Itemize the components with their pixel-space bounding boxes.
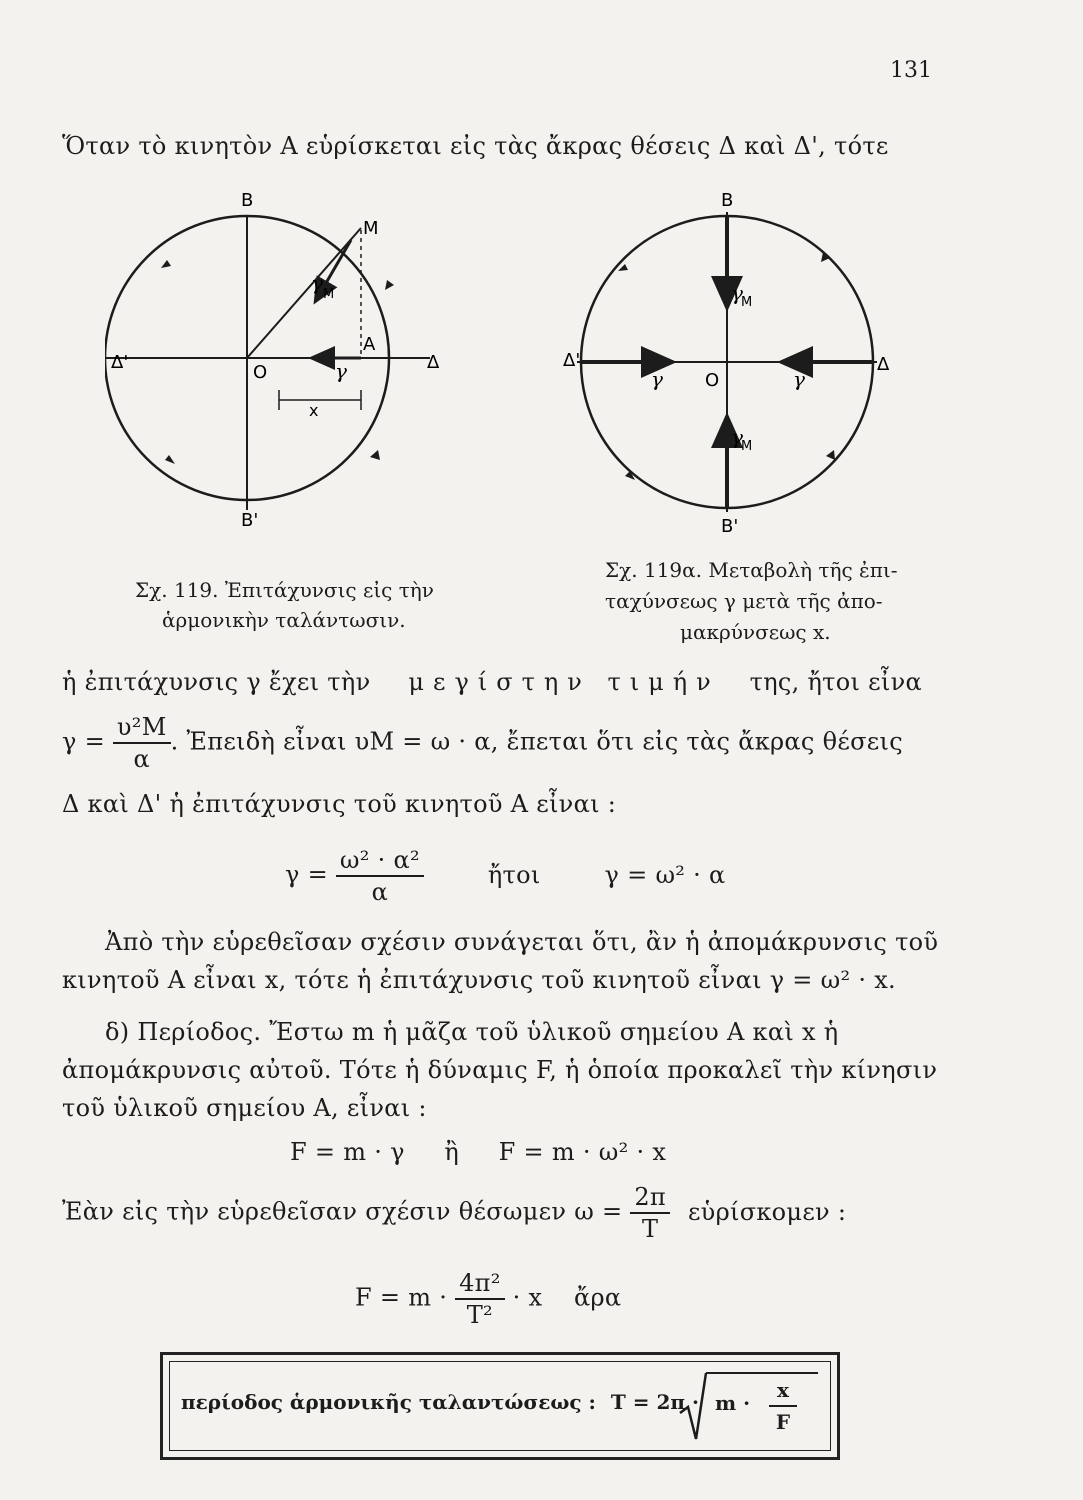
caption-119-line2: ἁρμονικὴν ταλάντωσιν. (162, 608, 406, 632)
label-gamma-right: γ (793, 367, 805, 391)
label-d-a: Δ (877, 354, 890, 375)
page-number: 131 (890, 58, 932, 83)
text-line-2b: μεγίστην τιμήν (408, 668, 720, 696)
box-fraction (769, 1375, 797, 1437)
box-den: F (775, 1410, 791, 1434)
svg-text:M: M (741, 295, 753, 310)
label-x: x (309, 401, 319, 420)
caption-119a-line2: ταχύνσεως γ μετὰ τῆς ἀπο- (605, 589, 883, 613)
line10-fraction (630, 1182, 670, 1244)
equation-1 (285, 845, 726, 907)
label-d-prime-a: Δ' (563, 350, 581, 371)
box-t: T = 2π · (610, 1390, 699, 1414)
label-o: O (253, 362, 268, 383)
eq3-fraction (455, 1268, 505, 1330)
line10-num: 2π (630, 1182, 670, 1214)
eq3-pre: F = m · (355, 1283, 448, 1312)
radius-om (247, 228, 361, 358)
label-d-prime: Δ' (111, 352, 129, 373)
eq1-lhs: γ = (285, 860, 328, 889)
text-line-2a: ἡ ἐπιτάχυνσις γ ἔχει τὴν (62, 668, 371, 696)
label-gamma-m-top: γ (731, 281, 743, 305)
sqrt-bar (706, 1372, 818, 1374)
period-formula-box (160, 1352, 840, 1460)
label-b: B (241, 190, 254, 211)
eq1-fraction (336, 845, 424, 907)
caption-119a-line3: μακρύνσεως x. (680, 620, 831, 644)
text-line-8: ἀπομάκρυνσις αὐτοῦ. Τότε ἡ δύναμις F, ἡ ὁποία προκαλεῖ τὴν κίνησιν (62, 1056, 938, 1084)
text-line-9: τοῦ ὑλικοῦ σημείου Α, εἶναι : (62, 1094, 427, 1122)
figure-119 (105, 190, 465, 530)
text-line-2 (62, 668, 922, 696)
box-label: περίοδος ἁρμονικῆς ταλαντώσεως : (181, 1390, 596, 1414)
equation-2: F = m · γ ἢ F = m · ω² · x (290, 1138, 667, 1166)
label-b-prime: B' (241, 510, 259, 530)
line10-pre: Ἐὰν εἰς τὴν εὑρεθεῖσαν σχέσιν θέσωμεν ω = (62, 1197, 623, 1226)
text-line-5: Ἀπὸ τὴν εὑρεθεῖσαν σχέσιν συνάγεται ὅτι, ἂν ἡ ἀπομάκρυνσις τοῦ (105, 928, 939, 956)
caption-119a-line1: Σχ. 119α. Μεταβολὴ τῆς ἐπι- (605, 558, 898, 582)
text-line-1: Ὅταν τὸ κινητὸν Α εὑρίσκεται εἰς τὰς ἄκρας θέσεις Δ καὶ Δ', τότε (62, 132, 889, 160)
label-o-a: O (705, 370, 720, 391)
text-line-10 (62, 1182, 846, 1244)
eq1-rhs: γ = ω² · α (604, 860, 726, 889)
text-line-7: δ) Περίοδος. Ἔστω m ἡ μᾶζα τοῦ ὑλικοῦ σημείου Α καὶ x ἡ (105, 1018, 839, 1046)
label-m: M (363, 218, 379, 239)
eq3-post: · x ἄρα (512, 1283, 622, 1312)
line3-den: α (133, 745, 151, 773)
line10-post: εὑρίσκομεν : (687, 1197, 847, 1226)
label-d: Δ (427, 352, 440, 373)
line3-num: υ²M (113, 712, 171, 744)
eq1-mid: ἤτοι (487, 860, 541, 889)
label-b-prime-a: B' (721, 516, 739, 537)
period-formula (181, 1390, 699, 1414)
line3-pre: γ = (62, 727, 105, 756)
box-num: x (769, 1375, 797, 1407)
label-b-a: B (721, 190, 734, 211)
text-line-4: Δ καὶ Δ' ἡ ἐπιτάχυνσις τοῦ κινητοῦ Α εἶναι : (62, 790, 617, 818)
equation-3 (355, 1268, 621, 1330)
caption-119-line1: Σχ. 119. Ἐπιτάχυνσις εἰς τὴν (135, 578, 434, 602)
label-gamma-left: γ (651, 367, 663, 391)
label-gamma-m: γ (311, 271, 323, 295)
text-line-2c: της, ἤτοι εἶνα (749, 668, 922, 696)
line10-den: T (642, 1215, 659, 1243)
eq1-den: α (371, 878, 389, 906)
eq3-den: T² (466, 1301, 493, 1329)
eq3-num: 4π² (455, 1268, 505, 1300)
sqrt-sign (678, 1369, 708, 1445)
line3-post: . Ἐπειδὴ εἶναι υM = ω · α, ἔπεται ὅτι εἰς τὰς ἄκρας θέσεις (170, 727, 903, 756)
eq1-num: ω² · α² (336, 845, 424, 877)
label-gamma-m-bottom: γ (731, 425, 743, 449)
svg-text:M: M (741, 439, 753, 454)
figure-119a (555, 190, 905, 540)
label-a: A (363, 334, 376, 355)
box-m: m · (715, 1391, 751, 1415)
label-gamma: γ (335, 359, 347, 383)
text-line-3 (62, 712, 903, 774)
svg-text:M: M (323, 287, 335, 302)
line3-fraction (113, 712, 171, 774)
text-line-6: κινητοῦ Α εἶναι x, τότε ἡ ἐπιτάχυνσις τοῦ κινητοῦ εἶναι γ = ω² · x. (62, 966, 896, 994)
